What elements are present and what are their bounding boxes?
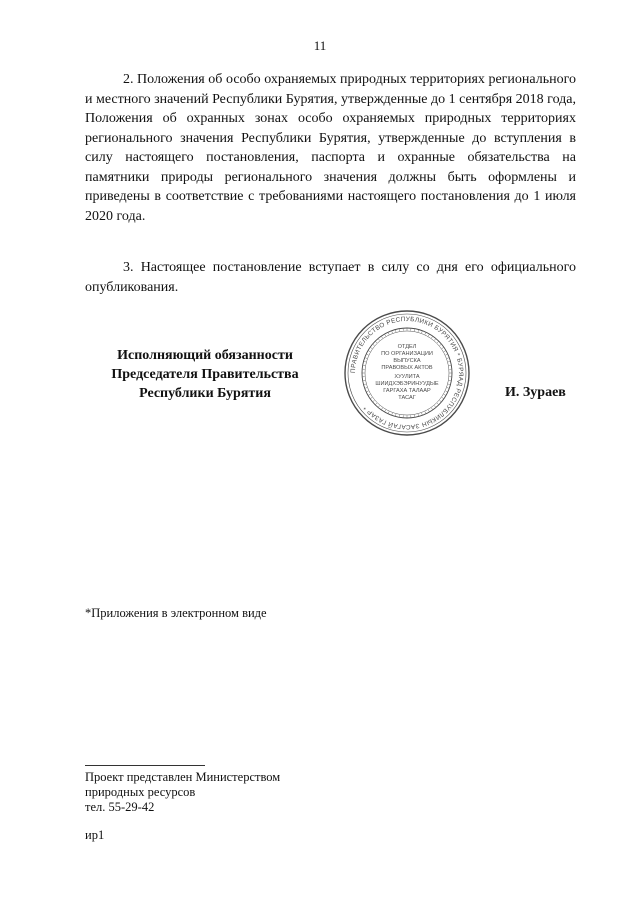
signer-name: И. Зураев xyxy=(505,385,566,400)
signatory-title-line-3: Республики Бурятия xyxy=(139,386,271,401)
seal-ring-text: ПРАВИТЕЛЬСТВО РЕСПУБЛИКИ БУРЯТИЯ * БУРЯАД РЕСПУБЛИКЫН ЗАСАГАЙ ГАЗАР * xyxy=(349,315,465,431)
seal-center-line-7: ГАРГАХА ТАЛААР xyxy=(383,388,431,394)
footer-line-1: Проект представлен Министерством xyxy=(85,770,281,784)
official-seal-stamp xyxy=(342,308,472,438)
signatory-title-line-2: Председателя Правительства xyxy=(111,367,299,382)
signatory-title-line-1: Исполняющий обязанности xyxy=(117,348,293,363)
seal-center-line-8: ТАСАГ xyxy=(398,395,416,401)
seal-center-line-3: ВЫПУСКА xyxy=(393,358,421,364)
appendix-footnote: *Приложения в электронном виде xyxy=(85,606,267,620)
paragraph-3: 3. Настоящее постановление вступает в силу со дня его официального опубликования. xyxy=(85,260,576,295)
page-number: 11 xyxy=(313,38,327,53)
seal-center-line-5: ХУУЛИТА xyxy=(394,374,420,380)
signatory-title xyxy=(85,346,325,403)
footer-phone: тел. 55-29-42 xyxy=(85,800,155,814)
footer-divider xyxy=(85,765,205,766)
seal-center-line-1: ОТДЕЛ xyxy=(397,344,417,350)
seal-center-line-4: ПРАВОВЫХ АКТОВ xyxy=(381,365,433,371)
seal-center-line-2: ПО ОРГАНИЗАЦИИ xyxy=(381,351,433,357)
seal-center-line-6: ШИИДХЭБЭРИНУУДЫЕ xyxy=(375,381,439,387)
paragraph-2: 2. Положения об особо охраняемых природных территориях регионального и местного значений Республики Бурятия, утвержденные до 1 сентября 2018 года, Положения об охранных зонах особо охраняемых природных территориях регионального значения Республики Бурятия, утвержденные до вступления в силу настоящего постановления, паспорта и охранные обязательства на памятники природы регионального значения должны быть оформлены и приведены в соответствие с требованиями настоящего постановления до 1 июля 2020 года. xyxy=(85,72,576,224)
footer-line-2: природных ресурсов xyxy=(85,785,196,799)
footer-contact-info xyxy=(85,770,280,815)
svg-text:ПРАВИТЕЛЬСТВО РЕСПУБЛИКИ БУРЯТ xyxy=(350,316,464,430)
footer-code: ир1 xyxy=(85,828,105,842)
